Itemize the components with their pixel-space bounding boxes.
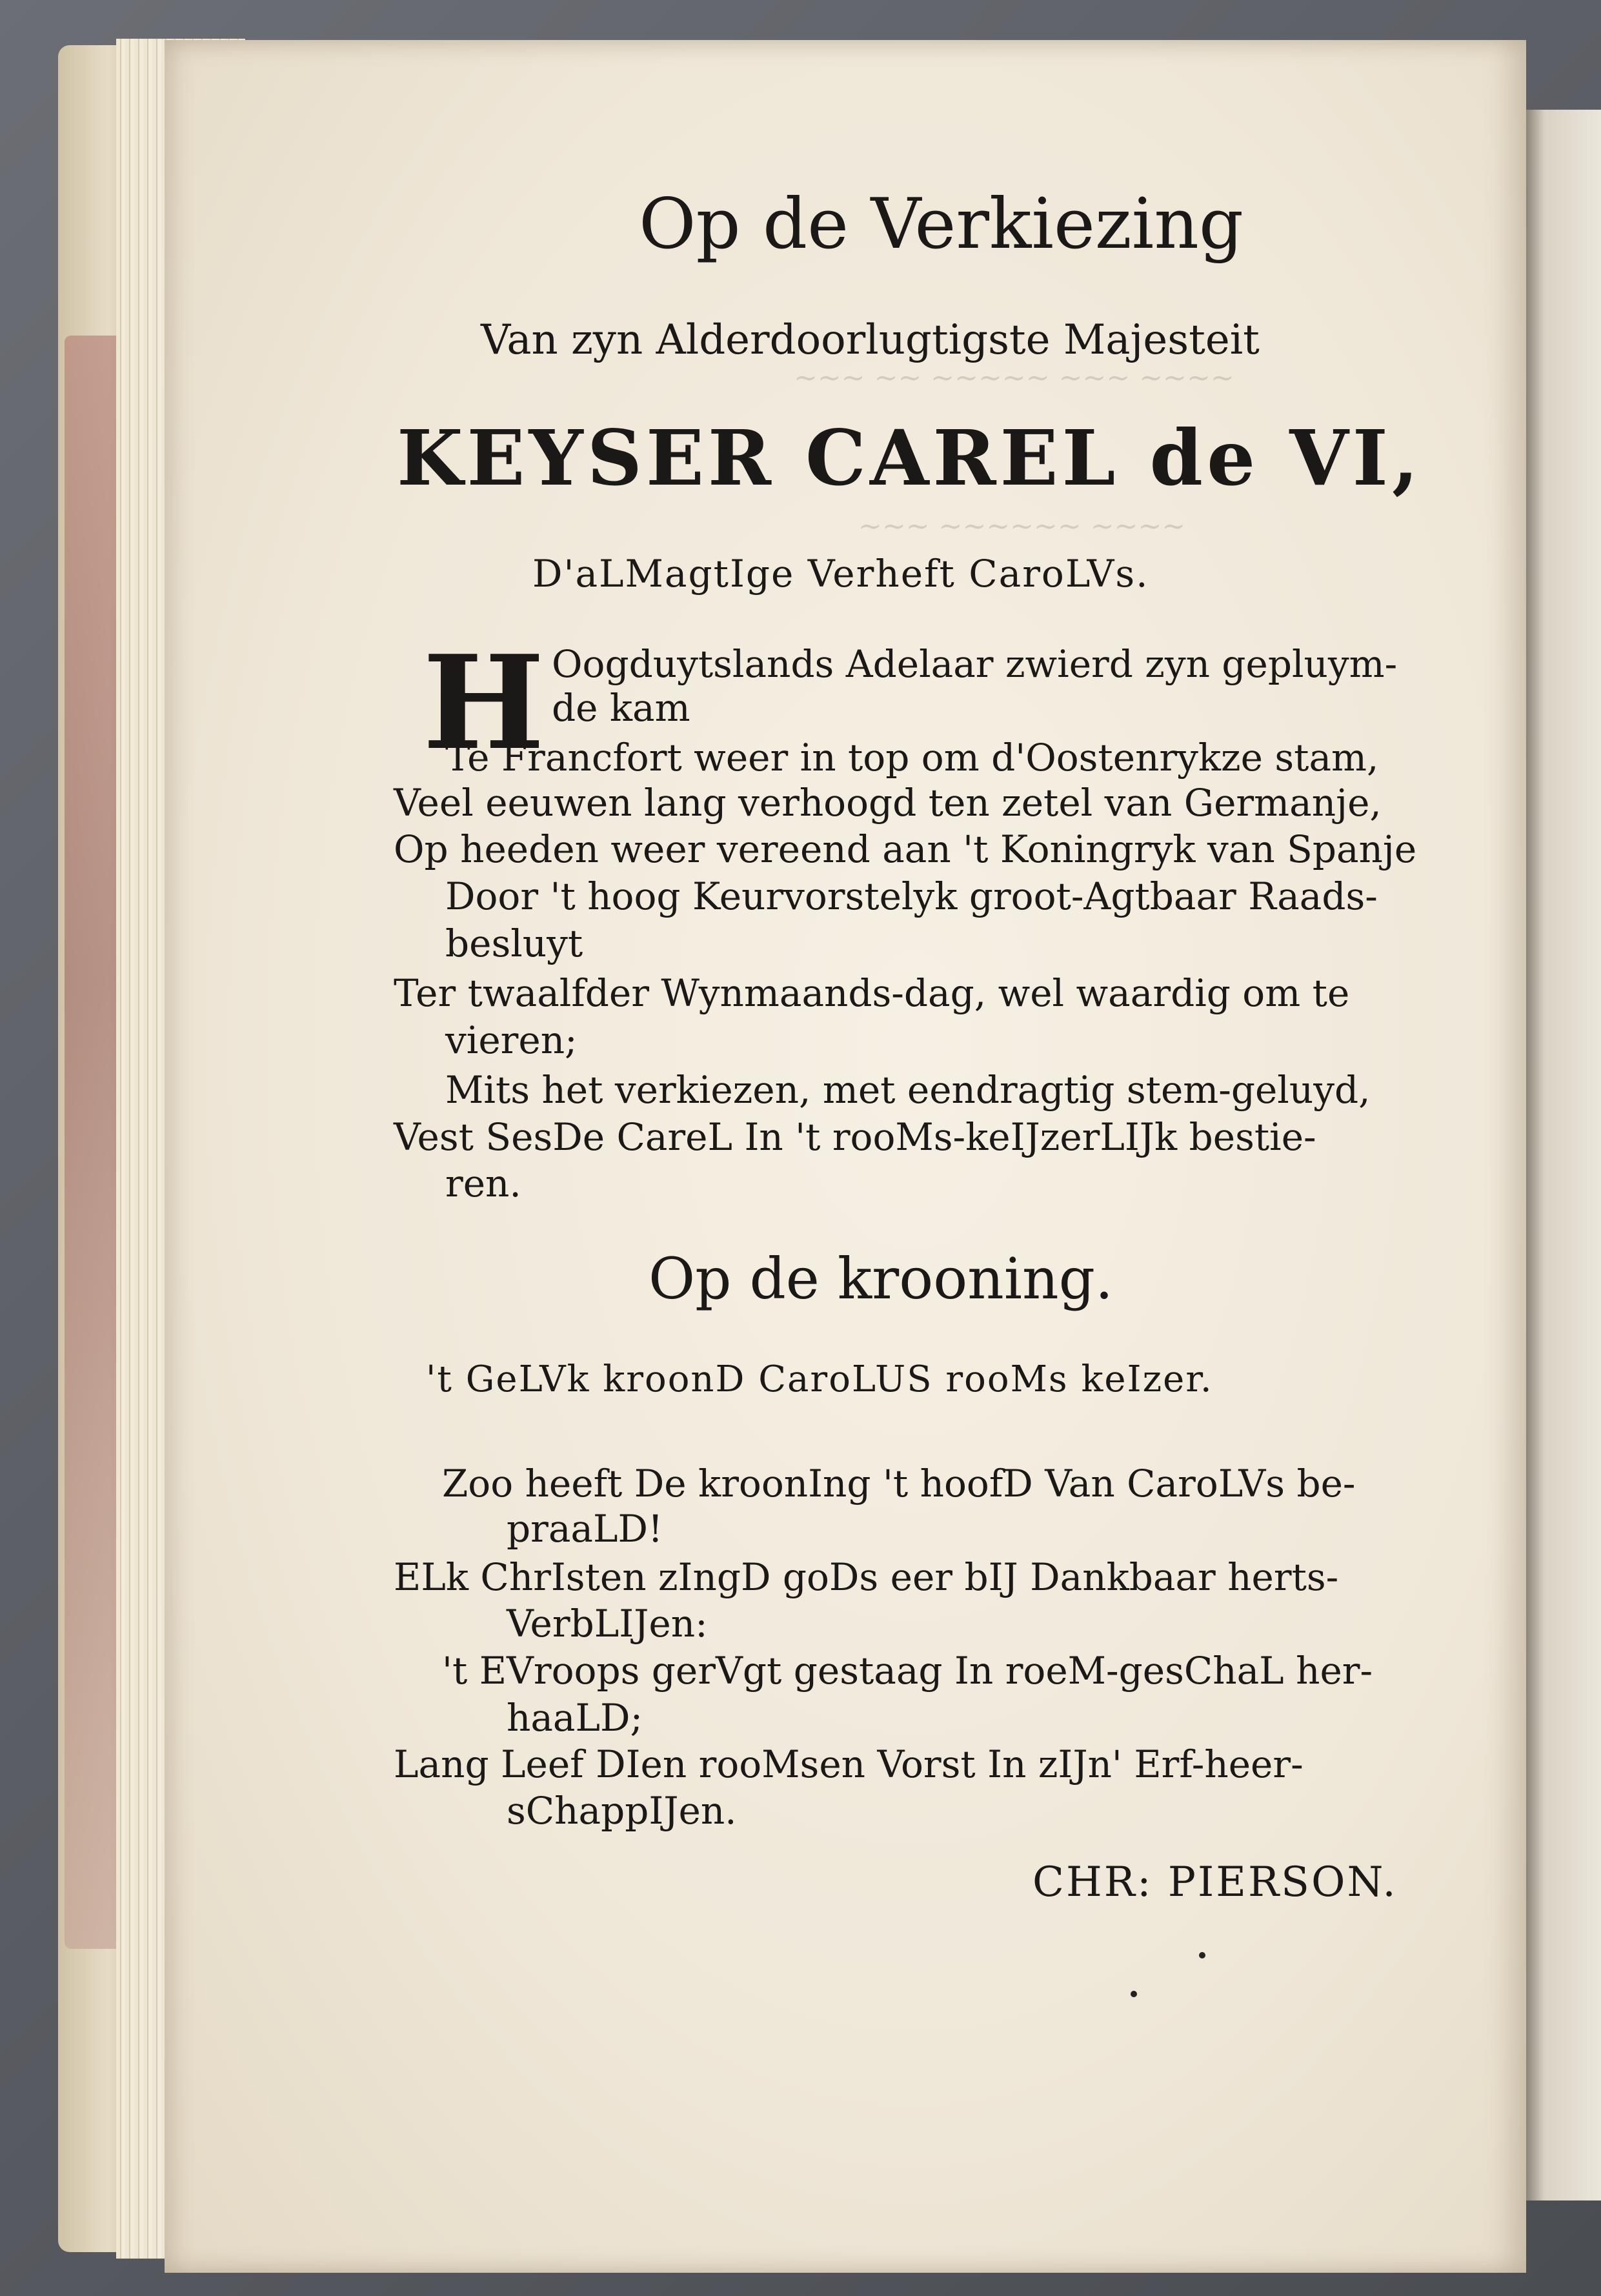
poem-line: Vest SesDe CareL In 't rooMs-keIJzerLIJk bestie- [394,1115,1316,1159]
ink-speck [1199,1952,1205,1959]
subtitle: Van zyn Alderdoorlugtigste Majesteit [481,316,1260,364]
poem-line: Oogduytslands Adelaar zwierd zyn gepluym- [552,642,1398,686]
poem-line: Zoo heeft De kroonIng 't hoofD Van CaroLVs be- [442,1462,1356,1505]
show-through-text: ~~~ ~~~~~~ ~~~~ [858,510,1186,543]
poem-line: ren. [445,1162,521,1205]
poem-line: vieren; [445,1018,578,1062]
drop-capital: H [423,627,545,779]
poem-line: de kam [552,686,690,730]
author-signature: CHR: PIERSON. [1032,1858,1398,1906]
poem-line: ELk ChrIsten zIngD goDs eer bIJ Dankbaar herts- [394,1555,1339,1599]
poem-line: VerbLIJen: [507,1602,708,1646]
poem-line: 't EVroops gerVgt gestaag In roeM-gesChaL her- [442,1649,1373,1693]
poem-line: praaLD! [507,1507,663,1551]
show-through-text: ~~~ ~~ ~~~~~ ~~~ ~~~~ [794,361,1234,394]
poem-line: Door 't hoog Keurvorstelyk groot-Agtbaar Raads- [445,874,1378,918]
poem-line: haaLD; [507,1696,643,1740]
emperor-name: KEYSER CAREL de VI, [397,413,1423,503]
section-title: Op de krooning. [649,1245,1113,1312]
poem-line: Mits het verkiezen, met eendragtig stem-geluyd, [445,1068,1371,1112]
poem-line: Op heeden weer vereend aan 't Koningryk van Spanje [394,827,1417,871]
ink-speck [1131,1991,1137,1997]
facing-page [1526,110,1601,2200]
poem-line: Lang Leef DIen rooMsen Vorst In zIJn' Erf-heer- [394,1742,1304,1786]
poem-line: Te Francfort weer in top om d'Oostenrykze stam, [445,736,1379,780]
poem-line: sChappIJen. [507,1789,737,1833]
chronogram-heading: D'aLMagtIge Verheft CaroLVs. [532,552,1149,596]
poem-line: Ter twaalfder Wynmaands-dag, wel waardig om te [394,971,1350,1015]
chronogram: 't GeLVk kroonD CaroLUS rooMs keIzer. [426,1358,1213,1400]
poem-line: Veel eeuwen lang verhoogd ten zetel van Germanje, [394,781,1382,825]
page-title: Op de Verkiezing [639,184,1244,265]
poem-line: besluyt [445,921,583,965]
